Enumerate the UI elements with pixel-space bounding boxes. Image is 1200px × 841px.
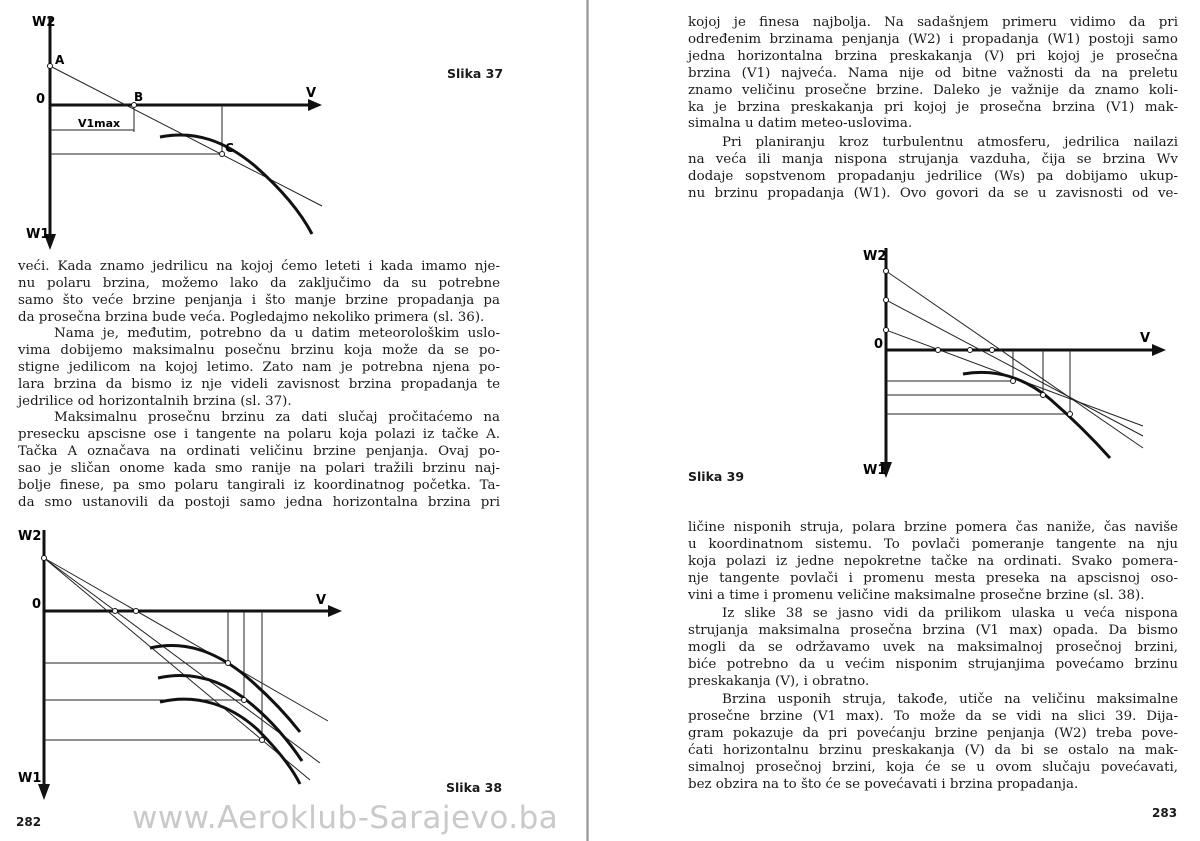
text-line: dodaje sopstvenom propadanju jedrilice (Ws) pa dobijamo ukup- <box>688 168 1178 184</box>
text-line: u koordinatnom sistemu. To povlači pomeranje tangente na nju <box>688 536 1178 552</box>
text-line: znamo veličinu prosečne brzine. Daleko je važnije da znamo koli- <box>688 82 1178 98</box>
text-line: Nama je, međutim, potrebno da u datim meteorološkim uslo- <box>54 326 500 341</box>
right-paragraph-5 <box>688 692 1178 793</box>
figure-39-diagram <box>858 236 1188 486</box>
text-line: ćati horizontalnu brzinu preskakanja (V) da bi se ostalo na mak- <box>688 742 1178 758</box>
right-paragraph-3 <box>688 520 1178 605</box>
figure-38-diagram <box>10 518 370 808</box>
fig37-w2-label: W2 <box>32 15 56 30</box>
fig38-origin-label: 0 <box>32 597 42 612</box>
fig39-origin-label: 0 <box>874 337 884 352</box>
fig37-w1-label: W1 <box>26 227 50 242</box>
page-number-left: 282 <box>16 815 42 829</box>
text-line: Maksimalnu prosečnu brzinu za dati slučaj pročitaćemo na <box>54 410 500 425</box>
text-line: ka je brzina preskakanja pri kojoj je prosečna brzina (V1) mak- <box>688 99 1178 115</box>
text-line: preskakanja (V), i obratno. <box>688 673 870 689</box>
text-line: Brzina usponih struja, takođe, utiče na veličinu maksimalne <box>722 692 1178 707</box>
watermark: www.Aeroklub-Sarajevo.ba <box>132 800 559 836</box>
text-line: Pri planiranju kroz turbulentnu atmosferu, jedrilica nailazi <box>722 135 1178 150</box>
text-line: presecku apscisne ose i tangente na polaru koja polazi iz tačke A. <box>18 426 500 442</box>
text-line: bez obzira na to što će se povećavati i brzina propadanja. <box>688 776 1079 792</box>
fig39-w1-label: W1 <box>863 463 887 478</box>
text-line: kojoj je finesa najbolja. Na sadašnjem primeru vidimo da pri <box>688 15 1178 30</box>
fig39-v-label: V <box>1140 331 1151 346</box>
left-paragraph-1 <box>18 259 500 327</box>
text-line: Iz slike 38 se jasno vidi da prilikom ulaska u veća nispona <box>722 606 1178 621</box>
text-line: gram pokazuje da pri povećanju brzine penjanja (W2) treba pove- <box>688 725 1178 741</box>
text-line: strujanja maksimalna prosečna brzina (V1 max) opada. Da bismo <box>688 622 1178 638</box>
figure-37-caption: Slika 37 <box>447 66 504 81</box>
text-line: nu polaru brzina, možemo lako da zaključimo da su potrebne <box>18 275 500 291</box>
fig37-c-label: C <box>225 141 234 155</box>
text-line: vini a time i promenu veličine maksimalne prosečne brzine (sl. 38). <box>688 587 1145 603</box>
text-line: da prosečna brzina bude veća. Pogledajmo nekoliko primera (sl. 36). <box>18 309 485 325</box>
left-paragraph-2 <box>18 326 500 411</box>
text-line: prosečne brzine (V1 max). To može da se vidi na slici 39. Dija- <box>688 708 1178 724</box>
text-line: simalna u datim meteo-uslovima. <box>688 116 913 132</box>
fig37-origin-label: 0 <box>36 92 46 107</box>
text-line: veći. Kada znamo jedrilicu na kojoj ćemo leteti i kada imamo nje- <box>18 259 500 274</box>
fig38-v-label: V <box>316 593 327 608</box>
text-line: lara brzina da bismo iz nje videli zavisnost brzina propadanja te <box>18 376 500 392</box>
page-number-right: 283 <box>1152 806 1178 820</box>
fig37-v1max-label: V1max <box>78 117 121 130</box>
fig38-w1-label: W1 <box>18 771 42 786</box>
fig37-b-label: B <box>134 90 144 104</box>
book-gutter <box>586 0 589 841</box>
text-line: bolje finese, pa smo polaru tangirali iz koordinatnog početka. Ta- <box>18 477 500 493</box>
text-line: nje tangente povlači i promenu mesta preseka na apscisnoj oso- <box>688 570 1178 586</box>
text-line: Tačka A označava na ordinati veličinu brzine penjanja. Ovaj po- <box>18 443 500 459</box>
text-line: nu brzinu propadanja (W1). Ovo govori da se u zavisnosti od ve- <box>688 185 1178 201</box>
text-line: da smo ustanovili da postoji samo jedna horizontalna brzina pri <box>18 494 500 510</box>
text-line: sao je sličan onome kada smo ranije na polari tražili brzinu naj- <box>18 460 500 476</box>
text-line: na veća ili manja nispona strujanja vazduha, čija se brzina Wv <box>688 151 1178 167</box>
figure-39-caption: Slika 39 <box>688 469 745 484</box>
figure-37-diagram <box>10 6 350 256</box>
text-line: simalnoj prosečnoj brzini, koja će se u ovom slučaju povećavati, <box>688 759 1178 775</box>
fig37-a-label: A <box>55 53 65 67</box>
left-paragraph-3 <box>18 410 500 511</box>
right-paragraph-4 <box>688 606 1178 691</box>
text-line: vima dobijemo maksimalnu posečnu brzinu koja može da se po- <box>18 342 500 358</box>
text-line: jedna horizontalna brzina preskakanja (V) pri kojoj je prosečna <box>688 48 1178 64</box>
fig37-v-label: V <box>306 86 317 101</box>
text-line: koja polazi iz jedne nepokretne tačke na ordinati. Svako pomera- <box>688 553 1178 569</box>
text-line: jedrilice od horizontalnih brzina (sl. 37). <box>18 393 292 409</box>
text-line: određenim brzinama penjanja (W2) i propadanja (W1) postoji samo <box>688 31 1178 47</box>
text-line: biće potrebno da u većim nisponim strujanjima povećamo brzinu <box>688 656 1178 672</box>
text-line: ličine nisponih struja, polara brzine pomera čas naniže, čas naviše <box>688 520 1178 535</box>
fig38-w2-label: W2 <box>18 529 42 544</box>
right-paragraph-2 <box>688 135 1178 203</box>
right-paragraph-1 <box>688 15 1178 133</box>
right-page <box>600 0 1200 841</box>
text-line: stigne jedilicom na kojoj letimo. Zato nam je potrebna njena po- <box>18 359 500 375</box>
fig39-w2-label: W2 <box>863 249 887 264</box>
figure-38-caption: Slika 38 <box>446 780 503 795</box>
text-line: samo što veće brzine penjanja i što manje brzine propadanja pa <box>18 292 500 308</box>
text-line: mogli da se održavamo uvek na maksimalnoj prosečnoj brzini, <box>688 639 1178 655</box>
text-line: brzina (V1) najveća. Nama nije od bitne važnosti da na preletu <box>688 65 1178 81</box>
left-page <box>0 0 590 841</box>
